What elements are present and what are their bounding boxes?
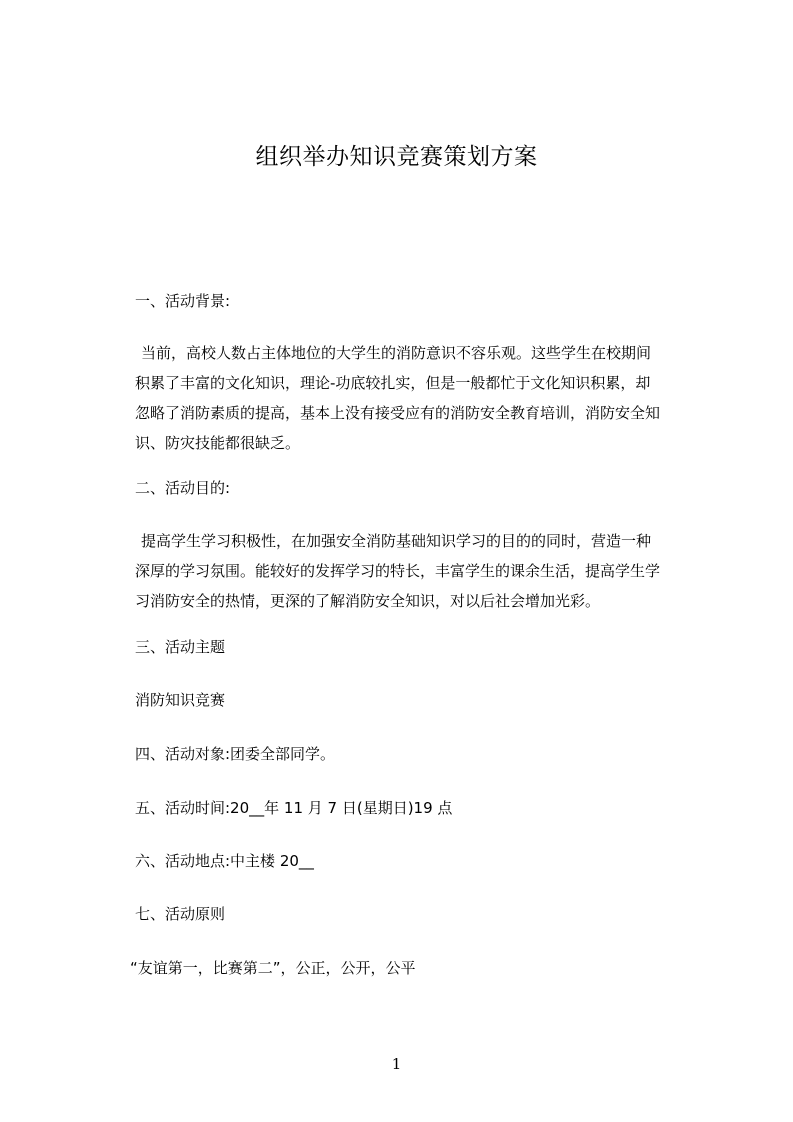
page-number: 1 — [391, 1055, 402, 1073]
section-heading-theme: 三、活动主题 — [135, 638, 226, 656]
paragraph-purpose — [135, 526, 665, 616]
paragraph-purpose-text: 提高学生学习积极性，在加强安全消防基础知识学习的目的的同时，营造一种深厚的学习氛围。能较好的发挥学习的特长，丰富学生的课余生活，提高学生学习消防安全的热情，更深的了解消防安全知识，对以后社会增加光彩。 — [135, 532, 661, 610]
principle-value: “友谊第一，比赛第二”，公正，公开，公平 — [130, 959, 416, 977]
theme-value: 消防知识竞赛 — [135, 691, 226, 709]
document-title: 组织举办知识竞赛策划方案 — [255, 144, 538, 170]
paragraph-background — [135, 338, 665, 458]
section-heading-principle: 七、活动原则 — [135, 905, 226, 923]
section-heading-background: 一、活动背景: — [135, 292, 231, 310]
section-time: 五、活动时间:20__年 11 月 7 日(星期日)19 点 — [135, 799, 453, 817]
section-location: 六、活动地点:中主楼 20__ — [135, 852, 314, 870]
paragraph-background-text: 当前，高校人数占主体地位的大学生的消防意识不容乐观。这些学生在校期间积累了丰富的文化知识，理论-功底较扎实，但是一般都忙于文化知识积累，却忽略了消防素质的提高，基本上没有接受应有的消防安全教育培训，消防安全知识、防灾技能都很缺乏。 — [135, 344, 661, 452]
section-audience: 四、活动对象:团委全部同学。 — [135, 745, 336, 763]
section-heading-purpose: 二、活动目的: — [135, 479, 231, 497]
